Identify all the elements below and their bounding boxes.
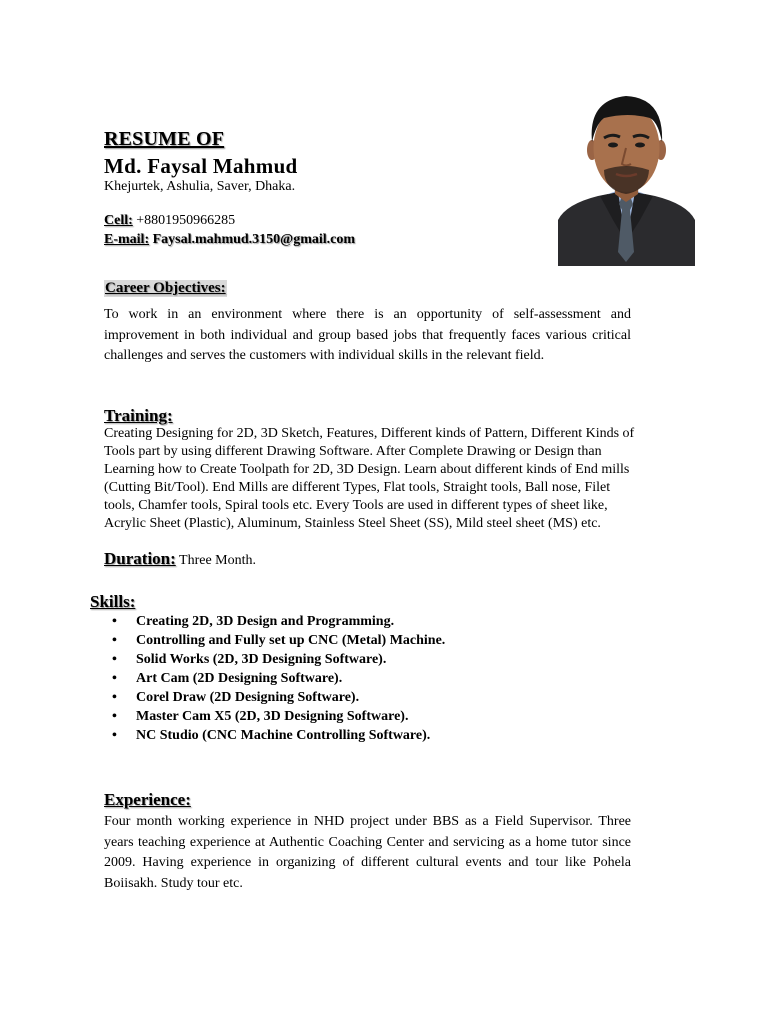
skills-heading: Skills: bbox=[90, 592, 136, 611]
list-item bbox=[112, 631, 445, 650]
bullet-icon: • bbox=[112, 671, 117, 686]
training-line: Acrylic Sheet (Plastic), Aluminum, Stainless Steel Sheet (SS), Mild steel sheet (MS) etc. bbox=[104, 516, 601, 531]
skills-list bbox=[112, 612, 445, 745]
bullet-icon: • bbox=[112, 709, 117, 724]
cell-line bbox=[104, 213, 235, 229]
skill-text: Corel Draw (2D Designing Software). bbox=[136, 690, 360, 705]
candidate-name: Md. Faysal Mahmud bbox=[104, 154, 298, 178]
skill-text: Art Cam (2D Designing Software). bbox=[136, 671, 343, 686]
email-line bbox=[104, 232, 355, 248]
list-item bbox=[112, 707, 445, 726]
skill-text: Master Cam X5 (2D, 3D Designing Software). bbox=[136, 709, 409, 724]
training-line: Tools part by using different Drawing Software. After Complete Drawing or Design than bbox=[104, 444, 602, 459]
training-heading: Training: bbox=[104, 406, 173, 425]
list-item bbox=[112, 650, 445, 669]
duration-line bbox=[104, 549, 256, 569]
email-label: E-mail: bbox=[104, 232, 150, 247]
resume-title: RESUME OF bbox=[104, 128, 225, 150]
list-item bbox=[112, 612, 445, 631]
experience-text: Four month working experience in NHD project under BBS as a Field Supervisor. Three years teaching experience at Authentic Coaching Center and servicing as a home tutor since 2009. Having experience in organizing of different cultural events and tour like Pohela Boiisakh. Study tour etc. bbox=[104, 814, 631, 891]
bullet-icon: • bbox=[112, 652, 117, 667]
training-line: Learning how to Create Toolpath for 2D, 3D Design. Learn about different kinds of End mills bbox=[104, 462, 630, 477]
list-item bbox=[112, 669, 445, 688]
skill-text: Controlling and Fully set up CNC (Metal) Machine. bbox=[136, 633, 446, 648]
email-address: Faysal.mahmud.3150@gmail.com bbox=[149, 232, 356, 247]
bullet-icon: • bbox=[112, 614, 117, 629]
profile-photo bbox=[558, 92, 695, 266]
cell-number: +8801950966285 bbox=[132, 213, 236, 228]
training-line: tools, Chamfer tools, Spiral tools etc. Every Tools are used in different types of sheet like, bbox=[104, 498, 608, 513]
bullet-icon: • bbox=[112, 690, 117, 705]
cell-label: Cell: bbox=[104, 213, 133, 228]
bullet-icon: • bbox=[112, 633, 117, 648]
skill-text: Solid Works (2D, 3D Designing Software). bbox=[136, 652, 387, 667]
career-objectives-text: To work in an environment where there is an opportunity of self-assessment and improvement in both individual and group based jobs that frequently faces various critical challenges and serves the customers with individual skills in the relevant field. bbox=[104, 307, 631, 363]
skill-text: NC Studio (CNC Machine Controlling Software). bbox=[136, 728, 431, 743]
candidate-address: Khejurtek, Ashulia, Saver, Dhaka. bbox=[104, 179, 296, 194]
duration-value: Three Month. bbox=[175, 553, 257, 568]
list-item bbox=[112, 688, 445, 707]
duration-label: Duration: bbox=[104, 549, 176, 568]
career-objectives-heading: Career Objectives: bbox=[105, 280, 226, 296]
training-line: Creating Designing for 2D, 3D Sketch, Features, Different kinds of Pattern, Different Kinds of bbox=[104, 426, 635, 441]
list-item bbox=[112, 726, 445, 745]
tie-shape bbox=[618, 196, 634, 262]
right-eye bbox=[635, 143, 645, 148]
bullet-icon: • bbox=[112, 728, 117, 743]
experience-heading: Experience: bbox=[104, 790, 191, 809]
portrait-illustration bbox=[558, 92, 695, 266]
left-eye bbox=[608, 143, 618, 148]
skill-text: Creating 2D, 3D Design and Programming. bbox=[136, 614, 395, 629]
training-text bbox=[104, 425, 684, 533]
training-line: (Cutting Bit/Tool). End Mills are different Types, Flat tools, Straight tools, Ball nose, Filet bbox=[104, 480, 611, 495]
beard-shape bbox=[604, 166, 649, 194]
